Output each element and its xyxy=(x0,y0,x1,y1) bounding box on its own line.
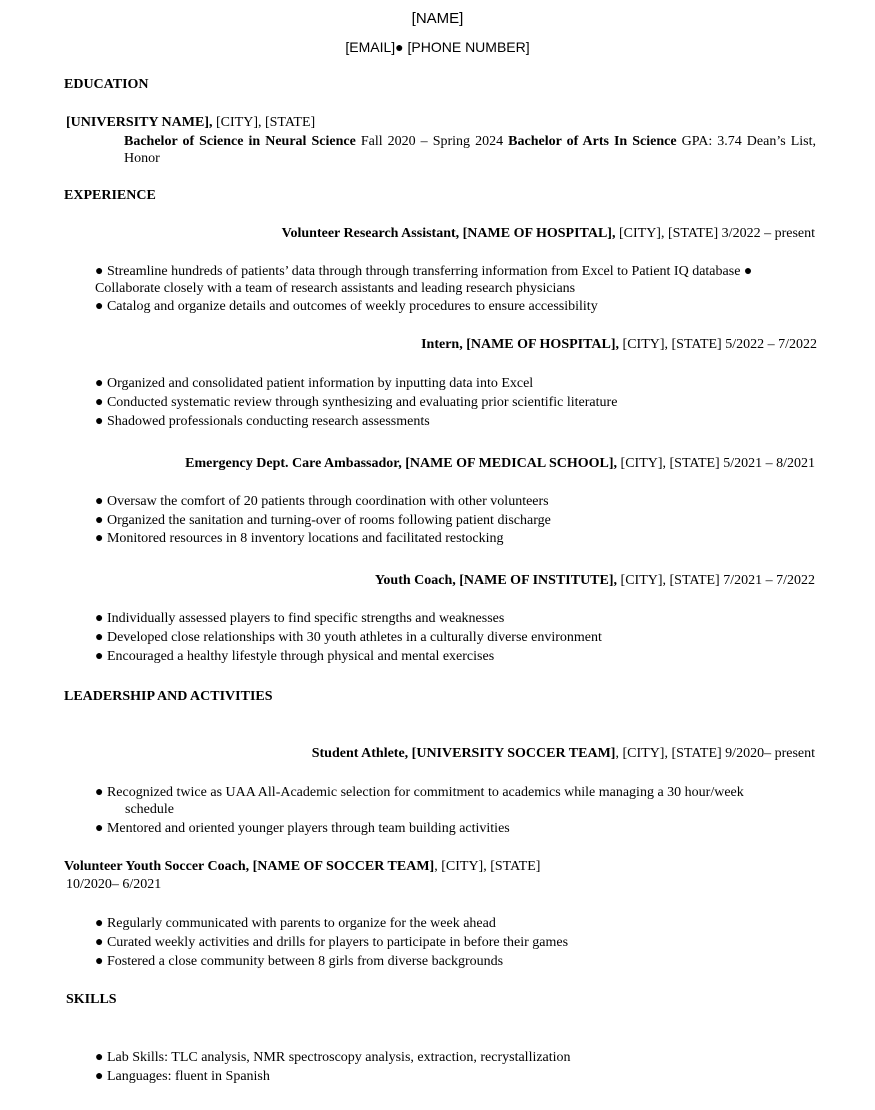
bullet-item: ● Mentored and oriented younger players through team building activities xyxy=(95,821,510,836)
activity-meta: , [CITY], [STATE] 9/2020– present xyxy=(615,746,815,761)
education-school-line xyxy=(66,114,315,131)
bullet-item: ● Organized the sanitation and turning-over of rooms following patient discharge xyxy=(95,513,551,528)
school-name: [UNIVERSITY NAME], xyxy=(66,115,213,130)
resume-name: [NAME] xyxy=(411,10,464,27)
education-gpa: GPA: 3.74 Dean’s List, Honor xyxy=(124,134,816,166)
bullet-text: ● Recognized twice as UAA All-Academic selection for commitment to academics while managing a 30 hour/week schedule xyxy=(95,785,744,817)
contact-line: [EMAIL]● [PHONE NUMBER] xyxy=(345,39,530,55)
bullet-item: ● Curated weekly activities and drills for players to participate in before their games xyxy=(95,935,569,950)
job-meta: [CITY], [STATE] 5/2021 – 8/2021 xyxy=(617,456,815,471)
job-role: Intern, [NAME OF HOSPITAL], xyxy=(421,337,620,352)
job-role: Youth Coach, [NAME OF INSTITUTE], xyxy=(374,573,618,588)
bullet-item: ● Individually assessed players to find specific strengths and weaknesses xyxy=(95,611,505,626)
activity-role: Student Athlete, [UNIVERSITY SOCCER TEAM] xyxy=(311,746,616,761)
degree-secondary: Bachelor of Arts In Science xyxy=(508,134,677,149)
activity-dates: 10/2020– 6/2021 xyxy=(66,877,162,892)
bullet-item: ● Developed close relationships with 30 youth athletes in a culturally diverse environment xyxy=(95,630,602,645)
bullet-item: ● Monitored resources in 8 inventory locations and facilitated restocking xyxy=(95,531,504,546)
bullet-item: ● Encouraged a healthy lifestyle through physical and mental exercises xyxy=(95,649,495,664)
bullet-item: ● Streamline hundreds of patients’ data through through transferring information from Excel to Patient IQ database ● Collaborate closely with a team of research assistants and leading research physicians xyxy=(95,264,753,296)
education-degree-block xyxy=(124,133,816,167)
degree-primary: Bachelor of Science in Neural Science xyxy=(124,134,356,149)
skill-item: ● Lab Skills: TLC analysis, NMR spectroscopy analysis, extraction, recrystallization xyxy=(95,1050,571,1065)
activity-title-line xyxy=(312,745,815,762)
degree-dates: Fall 2020 – Spring 2024 xyxy=(355,134,509,149)
school-location: [CITY], [STATE] xyxy=(212,115,316,130)
section-heading-experience: EXPERIENCE xyxy=(64,188,156,203)
activity-title-line xyxy=(64,858,540,875)
bullet-item: ● Regularly communicated with parents to organize for the week ahead xyxy=(95,916,496,931)
bullet-item: ● Fostered a close community between 8 girls from diverse backgrounds xyxy=(95,954,504,969)
bullet-item: ● Oversaw the comfort of 20 patients through coordination with other volunteers xyxy=(95,494,549,509)
job-meta: [CITY], [STATE] 5/2022 – 7/2022 xyxy=(619,337,817,352)
section-heading-skills: SKILLS xyxy=(66,992,117,1007)
job-meta: [CITY], [STATE] 7/2021 – 7/2022 xyxy=(617,573,815,588)
bullet-item: ● Catalog and organize details and outcomes of weekly procedures to ensure accessibility xyxy=(95,299,598,314)
skill-item: ● Languages: fluent in Spanish xyxy=(95,1069,270,1084)
bullet-item: ● Shadowed professionals conducting research assessments xyxy=(95,414,430,429)
job-title-line xyxy=(421,336,817,353)
job-role: Volunteer Research Assistant, [NAME OF HOSPITAL], xyxy=(281,226,616,241)
activity-meta: , [CITY], [STATE] xyxy=(434,859,541,874)
job-title-line xyxy=(282,225,815,242)
job-title-line xyxy=(185,455,815,472)
job-role: Emergency Dept. Care Ambassador, [NAME OF MEDICAL SCHOOL], xyxy=(185,456,618,471)
bullet-item xyxy=(95,784,775,818)
job-meta: [CITY], [STATE] 3/2022 – present xyxy=(615,226,815,241)
bullet-item: ● Organized and consolidated patient information by inputting data into Excel xyxy=(95,376,534,391)
section-heading-education: EDUCATION xyxy=(64,77,149,92)
activity-role: Volunteer Youth Soccer Coach, [NAME OF SOCCER TEAM] xyxy=(64,859,435,874)
section-heading-leadership: LEADERSHIP AND ACTIVITIES xyxy=(64,689,273,704)
job-title-line xyxy=(375,572,815,589)
bullet-item: ● Conducted systematic review through synthesizing and evaluating prior scientific literature xyxy=(95,395,618,410)
